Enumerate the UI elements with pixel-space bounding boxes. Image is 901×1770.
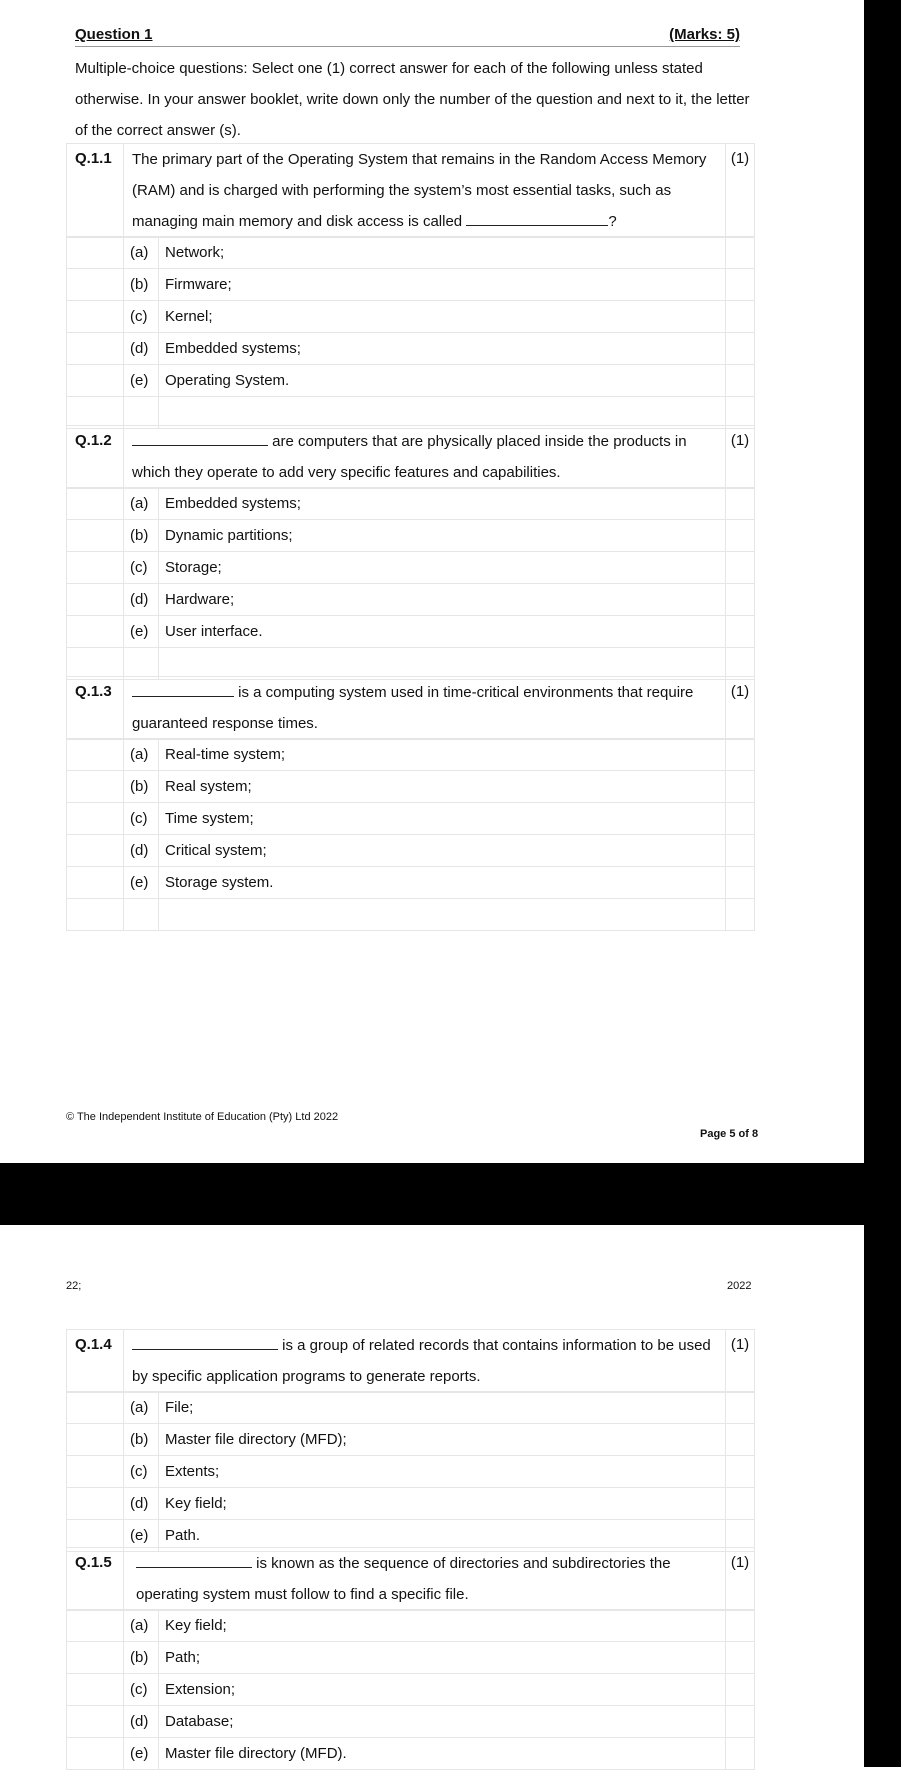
question-q1-5 <box>66 1547 755 1611</box>
option-label: (c) <box>124 1674 159 1706</box>
question-q1-4 <box>66 1329 755 1393</box>
option-row <box>67 269 755 301</box>
question-mark: (1) <box>726 426 755 489</box>
option-text: Key field; <box>159 1610 726 1642</box>
question-stem <box>124 1330 726 1393</box>
option-label: (a) <box>124 1392 159 1424</box>
option-text: Master file directory (MFD). <box>159 1738 726 1770</box>
option-row <box>67 1456 755 1488</box>
question-stem <box>124 677 726 740</box>
question-stem <box>124 426 726 489</box>
page-header-left: 22; <box>66 1280 82 1292</box>
option-text: Firmware; <box>159 269 726 301</box>
option-row <box>67 552 755 584</box>
options-q1-2 <box>66 487 755 680</box>
option-text: Key field; <box>159 1488 726 1520</box>
spacer-row <box>67 397 755 429</box>
option-row <box>67 1738 755 1770</box>
option-text: Storage; <box>159 552 726 584</box>
option-label: (e) <box>124 365 159 397</box>
option-label: (d) <box>124 584 159 616</box>
option-label: (a) <box>124 739 159 771</box>
stem-text: is known as the sequence of directories and subdirectories the operating system must follow to find a specific file. <box>136 1555 671 1603</box>
option-row <box>67 835 755 867</box>
option-label: (b) <box>124 771 159 803</box>
page-header-right: 2022 <box>727 1280 752 1292</box>
option-row <box>67 237 755 269</box>
option-row <box>67 1610 755 1642</box>
option-row <box>67 1424 755 1456</box>
option-row <box>67 1706 755 1738</box>
question-number: Q.1.4 <box>67 1330 124 1393</box>
question-q1-3 <box>66 676 755 740</box>
option-text: Extension; <box>159 1674 726 1706</box>
stem-end: ? <box>608 213 617 230</box>
option-text: Storage system. <box>159 867 726 899</box>
option-label: (b) <box>124 1642 159 1674</box>
stem-text: is a group of related records that contains information to be used by specific application programs to generate reports. <box>132 1337 711 1385</box>
option-label: (d) <box>124 1488 159 1520</box>
question-mark: (1) <box>726 677 755 740</box>
question-marks: (Marks: 5) <box>669 26 740 43</box>
option-label: (e) <box>124 1738 159 1770</box>
option-row <box>67 739 755 771</box>
question-mark: (1) <box>726 1330 755 1393</box>
copyright-footer: © The Independent Institute of Education (Pty) Ltd 2022 <box>66 1111 339 1123</box>
instructions: Multiple-choice questions: Select one (1) correct answer for each of the following unless stated otherwise. In your answer booklet, write down only the number of the question and next to it, the letter of the correct answer (s). <box>75 60 750 139</box>
option-text: Embedded systems; <box>159 488 726 520</box>
question-mark: (1) <box>726 144 755 238</box>
option-text: Kernel; <box>159 301 726 333</box>
option-row <box>67 1392 755 1424</box>
option-label: (d) <box>124 1706 159 1738</box>
option-text: Real-time system; <box>159 739 726 771</box>
option-row <box>67 1642 755 1674</box>
option-text: User interface. <box>159 616 726 648</box>
option-text: Extents; <box>159 1456 726 1488</box>
option-text: Operating System. <box>159 365 726 397</box>
question-header <box>75 24 740 47</box>
option-row <box>67 1488 755 1520</box>
option-label: (c) <box>124 1456 159 1488</box>
option-label: (b) <box>124 269 159 301</box>
options-q1-1 <box>66 236 755 429</box>
option-text: File; <box>159 1392 726 1424</box>
options-q1-5 <box>66 1609 755 1770</box>
question-number: Q.1.3 <box>67 677 124 740</box>
question-mark: (1) <box>726 1548 755 1611</box>
option-row <box>67 803 755 835</box>
option-row <box>67 616 755 648</box>
option-text: Master file directory (MFD); <box>159 1424 726 1456</box>
option-label: (b) <box>124 520 159 552</box>
option-text: Embedded systems; <box>159 333 726 365</box>
question-title: Question 1 <box>75 26 153 43</box>
option-label: (a) <box>124 237 159 269</box>
option-label: (d) <box>124 333 159 365</box>
option-text: Real system; <box>159 771 726 803</box>
option-row <box>67 771 755 803</box>
page-separator-band <box>0 1163 901 1225</box>
page-number: Page 5 of 8 <box>700 1128 759 1140</box>
question-stem <box>124 1548 726 1611</box>
option-row <box>67 365 755 397</box>
option-label: (c) <box>124 301 159 333</box>
answer-blank <box>132 682 234 697</box>
spacer-row <box>67 648 755 680</box>
option-row <box>67 867 755 899</box>
question-stem <box>124 144 726 238</box>
option-label: (a) <box>124 1610 159 1642</box>
question-q1-2 <box>66 425 755 489</box>
option-label: (e) <box>124 616 159 648</box>
option-label: (d) <box>124 835 159 867</box>
option-row <box>67 520 755 552</box>
option-text: Critical system; <box>159 835 726 867</box>
option-row <box>67 1674 755 1706</box>
question-number: Q.1.2 <box>67 426 124 489</box>
stem-text: The primary part of the Operating System that remains in the Random Access Memory (RAM) and is charged with performing the system’s most essential tasks, such as managing main memory and disk access is called <box>132 151 707 230</box>
answer-blank <box>132 431 268 446</box>
option-text: Hardware; <box>159 584 726 616</box>
answer-blank <box>466 211 608 226</box>
answer-blank <box>132 1335 278 1350</box>
option-row <box>67 584 755 616</box>
option-row <box>67 333 755 365</box>
option-label: (a) <box>124 488 159 520</box>
question-number: Q.1.5 <box>67 1548 124 1611</box>
option-label: (b) <box>124 1424 159 1456</box>
option-text: Dynamic partitions; <box>159 520 726 552</box>
document-page-6 <box>0 1225 864 1767</box>
option-row <box>67 488 755 520</box>
spacer-row <box>67 899 755 931</box>
option-label: (c) <box>124 803 159 835</box>
option-label: (e) <box>124 1520 159 1552</box>
options-q1-3 <box>66 738 755 931</box>
option-label: (e) <box>124 867 159 899</box>
option-text: Network; <box>159 237 726 269</box>
options-q1-4 <box>66 1391 755 1552</box>
answer-blank <box>136 1553 252 1568</box>
stem-text: are computers that are physically placed inside the products in which they operate to add very specific features and capabilities. <box>132 433 687 481</box>
question-number: Q.1.1 <box>67 144 124 238</box>
side-dark-strip <box>864 0 901 1767</box>
option-text: Database; <box>159 1706 726 1738</box>
stem-text: is a computing system used in time-critical environments that require guaranteed response times. <box>132 684 694 732</box>
option-label: (c) <box>124 552 159 584</box>
question-q1-1 <box>66 143 755 238</box>
option-text: Path; <box>159 1642 726 1674</box>
option-text: Path. <box>159 1520 726 1552</box>
option-text: Time system; <box>159 803 726 835</box>
option-row <box>67 301 755 333</box>
